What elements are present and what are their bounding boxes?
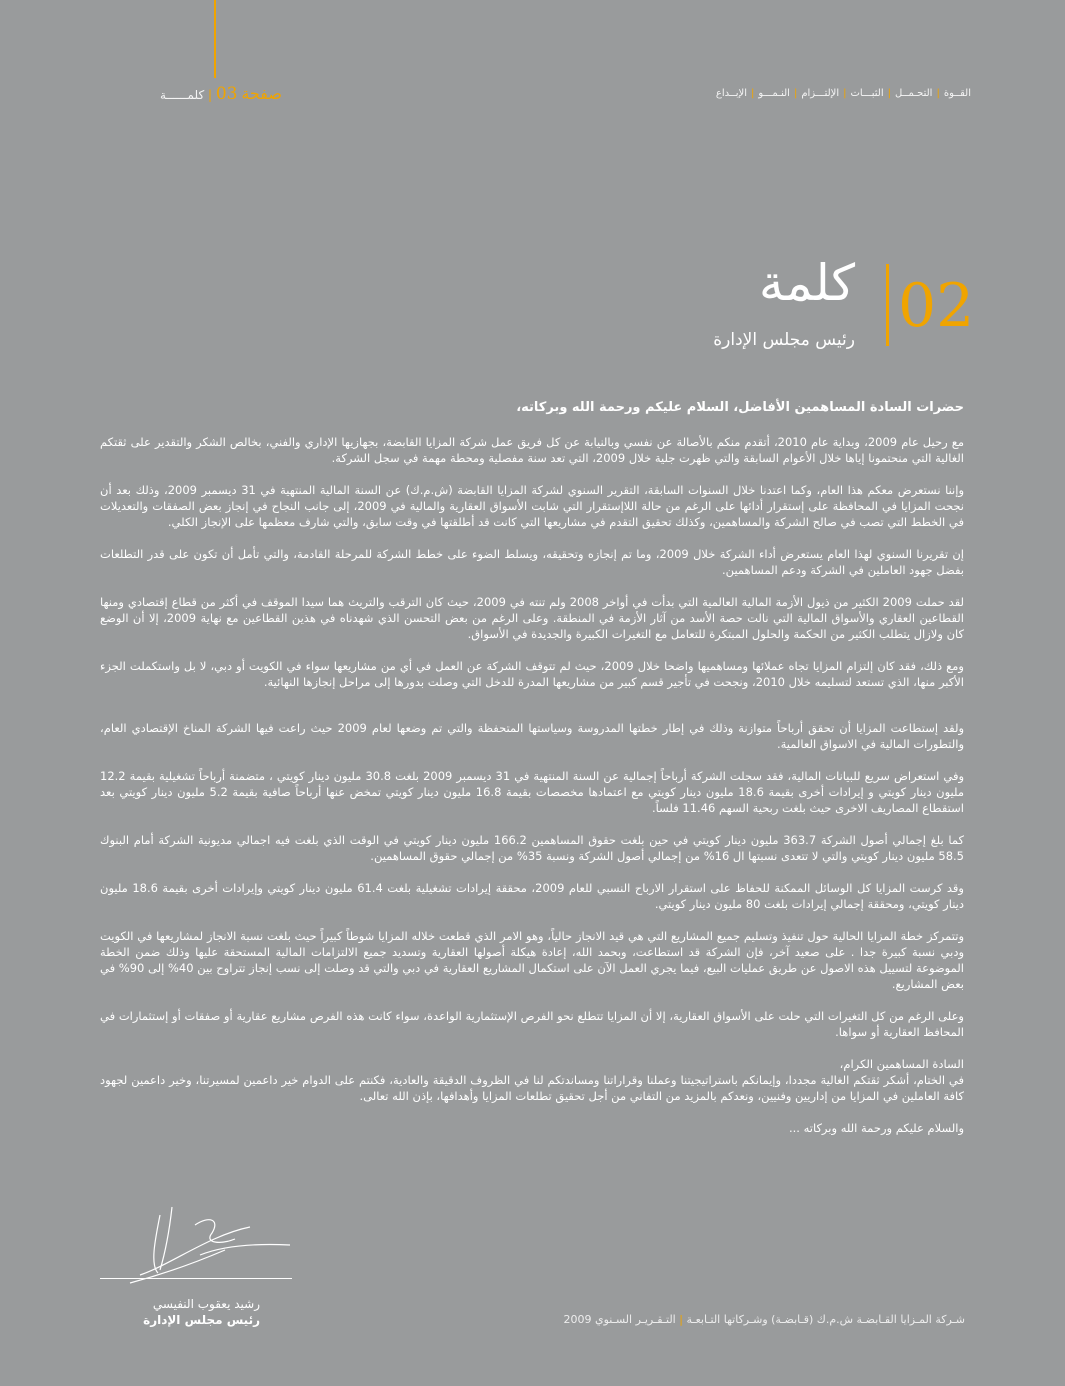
section-subtitle: رئيس مجلس الإدارة <box>713 330 855 350</box>
value-item: القــوة <box>943 88 971 99</box>
section-divider <box>886 264 889 346</box>
top-accent-line <box>214 0 216 78</box>
letter-salutation: السادة المساهمين الكرام، <box>839 1057 964 1071</box>
letter-paragraph: وإننا نستعرض معكم هذا العام، وكما اعتدنا خلال السنوات السابقة، التقرير السنوي لشركة المزايا القابضة (ش.م.ك) عن السنة المالية المنتهية في 31 ديسمبر 2009، وذلك بعد أن نجحت المزايا في المحافظة على إستقرار أدائها على الرغم من حالة اللاإستقرار التي شابت الأسواق العقارية والمالية في 2009، إلى جانب النجاح في إنجاز بعض الصفقات والتعديلات في الخطط التي تصب في صالح الشركة والمساهمين، وكذلك تحقيق التقدم في مشاريعها التي كانت قد أطلقتها في وقت سابق، والتي شارف معظمها على الإنجاز الكلي. <box>100 483 965 529</box>
section-title: كلمة <box>758 254 855 312</box>
page-number: 03 <box>215 84 238 104</box>
signer-name: رشيد يعقوب النفيسي <box>152 1297 260 1311</box>
value-item: الثبـــات <box>850 88 884 99</box>
value-item: الإبــداع <box>715 88 748 99</box>
page-label: صفحة <box>241 84 282 103</box>
footer-company: شـركة المـزايا القـابضـة ش.م.ك (قـابضـة) وشـركاتها التـابعـة <box>686 1313 965 1326</box>
footer-report: التـقـريـر السـنوي 2009 <box>563 1313 676 1326</box>
letter-paragraph: وتتمركز خطة المزايا الحالية حول تنفيذ وتسليم جميع المشاريع التي هي قيد الانجاز حالياً، وهو الامر الذي قطعت خلاله المزايا شوطاً كبيراً حيث بلغت نسبة الانجاز لمشاريعها في الكويت ودبي نسبة كبيرة جدا . على صعيد آخر، فإن الشركة قد استطاعت، وبحمد الله، إعادة هيكلة أصولها العقارية وتسديد جميع الالتزامات المالية المستحقة عليها وذلك ضمن الخطة الموضوعة لتسييل هذه الاصول عن طريق عمليات البيع، فيما يجري العمل الآن على استكمال المشاريع العقارية في دبي والتي قد وصلت إلى نسب إنجاز تتراوح بين 40% إلى 90% في بعض المشاريع. <box>100 929 964 991</box>
value-item: الإلتـــزام <box>801 88 840 99</box>
letter-paragraph: ولقد إستطاعت المزايا أن تحقق أرباحاً متوازنة وذلك في إطار خطتها المدروسة وسياستها المتحفظة والتي تم وضعها لعام 2009 حيث راعت فيها الشركة المناخ الإقتصادي العام، والتطورات المالية في الاسواق العالمية. <box>100 721 964 751</box>
letter-paragraph: وقد كرست المزايا كل الوسائل الممكنة للحفاظ على استقرار الارباح النسبي للعام 2009، محققة إيرادات تشغيلية بلغت 61.4 مليون دينار كويتي وإيرادات أخرى بقيمة 18.6 مليون دينار كويتي، ومحققة إجمالي إيرادات بلغت 80 مليون دينار كويتي. <box>100 881 964 911</box>
letter-greeting: حضرات السادة المساهمين الأفاضل، السلام عليكم ورحمة الله وبركاته، <box>516 400 964 415</box>
letter-paragraph: لقد حملت 2009 الكثير من ذيول الأزمة المالية العالمية التي بدأت في أواخر 2008 ولم تنته في 2009، حيث كان الترقب والتريث هما سيدا الموقف في أكثر من قطاع إقتصادي ومنها القطاعين العقاري والأسواق المالية التي نالت حصة الأسد من آثار الأزمة في المنطقة. وعلى الرغم من بعض التحسن الذي شهدناه في هذين القطاعين مع نهاية 2009، إلا أن الوضع كان ولازال يتطلب الكثير من الحكمة والحلول المبتكرة للتعامل مع التغيرات الكبيرة والجديدة في الأسواق. <box>100 595 965 641</box>
signer-role: رئيس مجلس الإدارة <box>143 1313 260 1327</box>
letter-closing: والسلام عليكم ورحمة الله وبركاته ... <box>788 1121 964 1135</box>
signature-line <box>100 1278 292 1279</box>
letter-paragraph: إن تقريرنا السنوي لهذا العام يستعرض أداء الشركة خلال 2009، وما تم إنجازه وتحقيقه، ويسلط الضوء على خطط الشركة للمرحلة القادمة، والتي تأمل أن تكون على قدر التطلعات بفضل جهود العاملين في الشركة ودعم المساهمين. <box>100 547 964 577</box>
letter-paragraph: وفي استعراض سريع للبيانات المالية، فقد سجلت الشركة أرباحاً إجمالية عن السنة المنتهية في 31 ديسمبر 2009 بلغت 30.8 مليون دينار كويتي ، متضمنة أرباحاً تشغيلية بقيمة 12.2 مليون دينار كويتي و إيرادات أخرى بقيمة 18.6 مليون دينار كويتي مع اعتمادها مخصصات بقيمة 16.8 مليون دينار كويتي تمخض عنها أرباحاً صافية بقيمة 5.2 مليون دينار كويتي بعد استقطاع المصاريف الاخرى حيث بلغت ربحية السهم 11.46 فلساً. <box>100 769 965 815</box>
page-footer: شـركة المـزايا القـابضـة ش.م.ك (قـابضـة) وشـركاتها التـابعـة | التـقـريـر السـنوي 2009 <box>563 1313 965 1326</box>
company-values: القــوة|التحـمــل|الثبـــات|الإلتـــزام|النـمـــو|الإبــداع <box>715 88 971 99</box>
page-title: كلمــــــة <box>160 88 205 102</box>
page-reference: صفحة 03 | كلمــــــة <box>160 84 282 104</box>
signature-image <box>100 1195 300 1285</box>
letter-paragraph: كما بلغ إجمالي أصول الشركة 363.7 مليون دينار كويتي في حين بلغت حقوق المساهمين 166.2 مليون دينار كويتي في الوقت الذي بلغت فيه اجمالي مديونية الشركة أمام البنوك 58.5 مليون دينار كويتي والتي لا تتعدى نسبتها ال 16% من إجمالي أصول الشركة ونسبة 35% من إجمالي حقوق المساهمين. <box>100 833 964 863</box>
letter-final-paragraph: في الختام، أشكر ثقتكم الغالية مجددا، وإيمانكم باستراتيجيتنا وعملنا وقراراتنا ومساندتكم لنا في الظروف الدقيقة والعادية، فكنتم على الدوام خير داعمين لمسيرتنا، وخير داعمين لجهود كافة العاملين في المزايا من إداريين وفنيين، ونعدكم بالمزيد من التفاني من أجل تحقيق تطلعات المزايا وأهدافها، بإذن الله تعالى. <box>100 1073 964 1103</box>
section-number: 02 <box>898 271 975 341</box>
value-item: التحـمــل <box>895 88 933 99</box>
letter-paragraph: مع رحيل عام 2009، وبداية عام 2010، أتقدم منكم بالأصالة عن نفسي وبالنيابة عن كل فريق عمل شركة المزايا القابضة، بجهازيها الإداري والفني، بخالص الشكر والتقدير على ثقتكم الغالية التي منحتمونا إياها خلال الأعوام السابقة والتي ظهرت جلية خلال 2009، التي تعد سنة مفصلية ومحطة مهمة في سجل الشركة. <box>100 435 964 465</box>
letter-paragraph: وعلى الرغم من كل التغيرات التي حلت على الأسواق العقارية، إلا أن المزايا تتطلع نحو الفرص الإستثمارية الواعدة، سواء كانت هذه الفرص مشاريع عقارية أو صفقات أو إستثمارات في المحافظ العقارية أو سواها. <box>100 1009 964 1039</box>
value-item: النـمـــو <box>758 88 790 99</box>
signer-block <box>100 1296 260 1328</box>
letter-body <box>100 400 964 1136</box>
letter-paragraph: ومع ذلك، فقد كان إلتزام المزايا تجاه عملائها ومساهميها واضحا خلال 2009، حيث لم تتوقف الشركة عن العمل في أي من مشاريعها سواء في الكويت أو دبي، لا بل واستكملت الجزء الأكبر منها، الذي تستعد لتسليمه خلال 2010، ونجحت في تأجير قسم كبير من مشاريعها المدرة للدخل التي وصلت بدورها إلى مراحل إنجازها النهائية. <box>100 659 964 689</box>
